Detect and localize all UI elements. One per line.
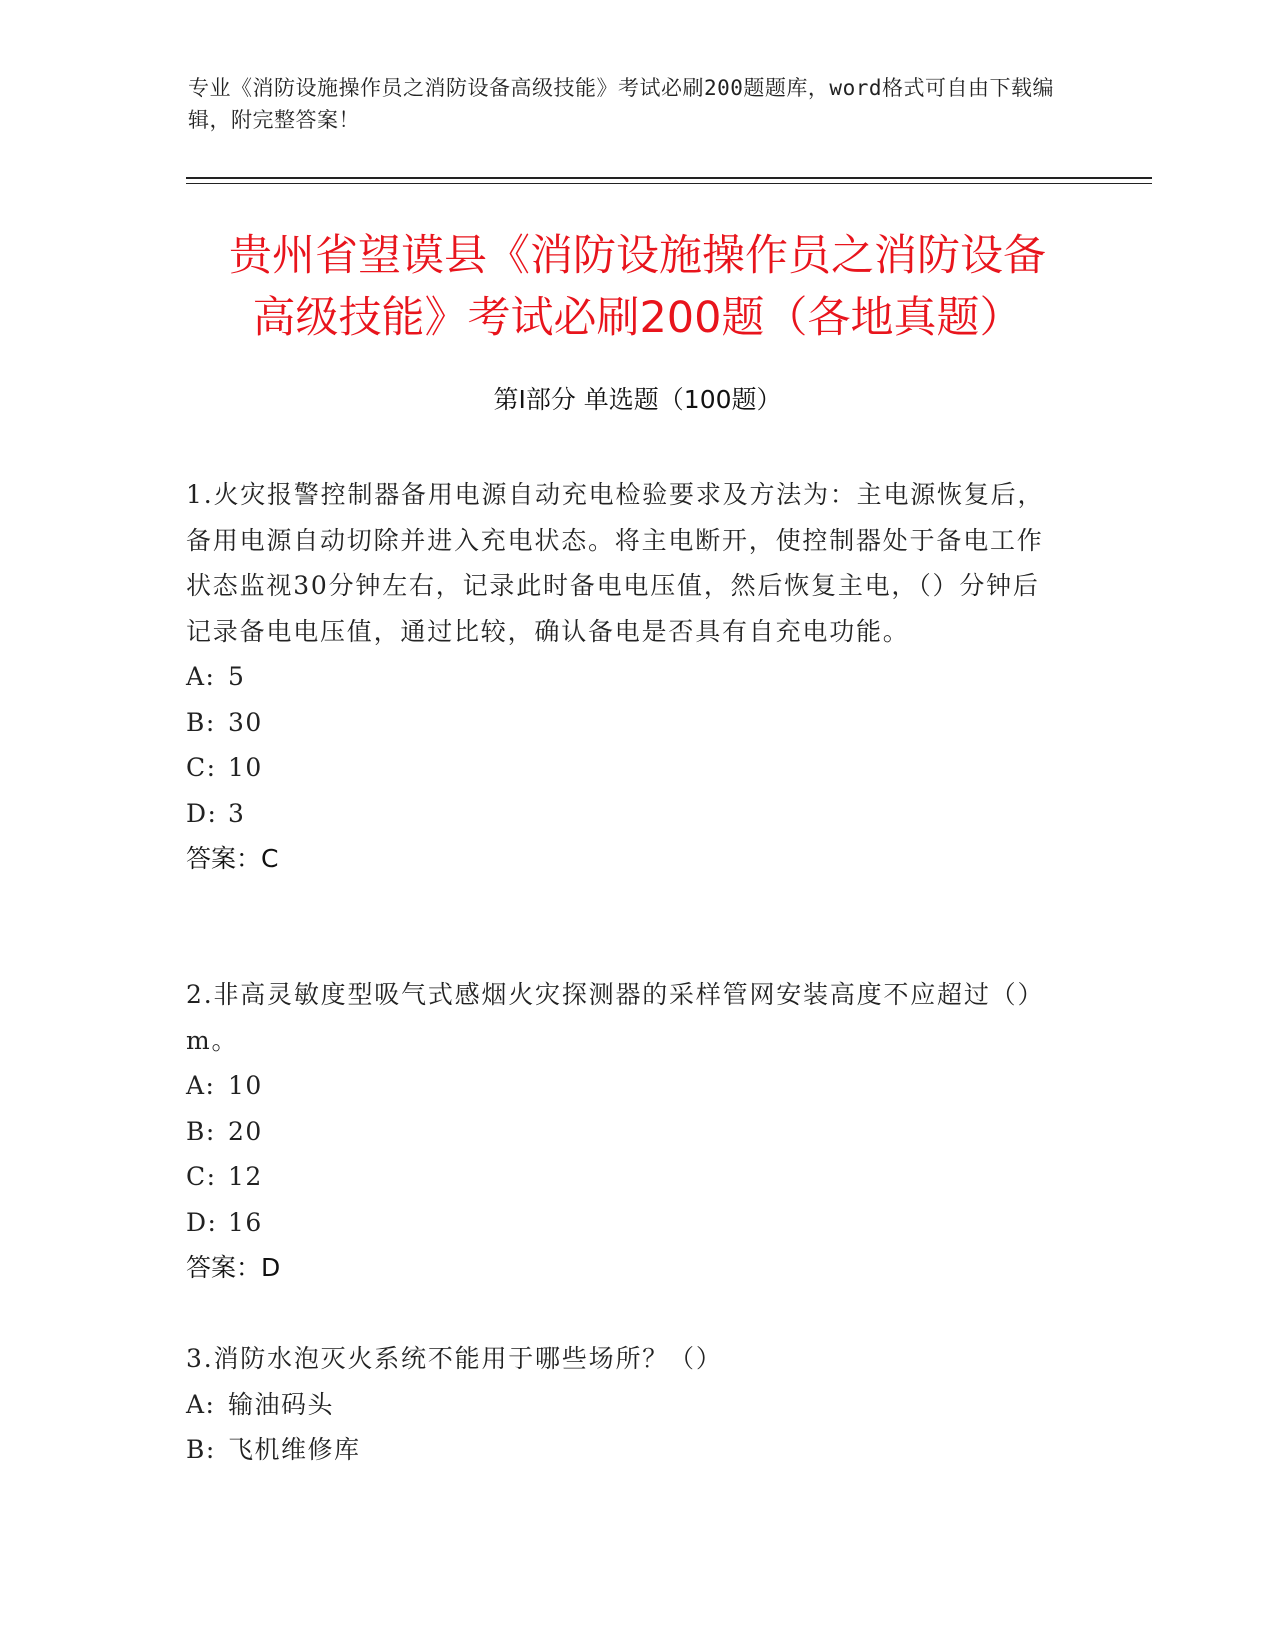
document-title: [160, 225, 1115, 349]
option-value: 5: [228, 662, 246, 691]
answer-line: 答案：C: [186, 844, 279, 873]
option-key: A:: [186, 1071, 216, 1100]
question-1: [186, 472, 1066, 882]
option-key: B:: [186, 707, 216, 737]
option-key: B:: [186, 1435, 216, 1464]
option-key: C:: [186, 1162, 217, 1191]
option-value: 12: [228, 1162, 263, 1191]
option-value: 10: [228, 1071, 263, 1100]
option-value: 飞机维修库: [228, 1435, 361, 1464]
title-line-1: 贵州省望谟县《消防设施操作员之消防设备: [229, 231, 1046, 281]
title-line-2: 高级技能》考试必刷200题（各地真题）: [252, 293, 1023, 343]
question-text: 3.消防水泡灭火系统不能用于哪些场所？（）: [186, 1344, 723, 1373]
header-note: 专业《消防设施操作员之消防设备高级技能》考试必刷200题题库，word格式可自由下载编辑，附完整答案！: [188, 76, 1054, 132]
option-a: [186, 1382, 1066, 1428]
option-b: [186, 700, 1066, 746]
header-divider-thick: [186, 177, 1152, 179]
option-key: A:: [186, 1389, 216, 1419]
question-3: [186, 1336, 1066, 1473]
option-b: [186, 1109, 1066, 1155]
answer-line: 答案：D: [186, 1253, 281, 1282]
option-a: [186, 654, 1066, 700]
option-d: [186, 1200, 1066, 1246]
option-key: D:: [186, 1207, 218, 1237]
question-text: 2.非高灵敏度型吸气式感烟火灾探测器的采样管网安装高度不应超过（）m。: [186, 980, 1045, 1055]
option-value: 输油码头: [228, 1389, 335, 1419]
option-value: 30: [228, 707, 263, 737]
option-value: 3: [228, 798, 246, 828]
option-b: [186, 1427, 1066, 1473]
option-c: [186, 745, 1066, 791]
question-2: [186, 972, 1066, 1291]
option-value: 10: [228, 753, 263, 782]
question-text: 1.火灾报警控制器备用电源自动充电检验要求及方法为：主电源恢复后，备用电源自动切除并进入充电状态。将主电断开，使控制器处于备电工作状态监视30分钟左右，记录此时备电电压值，然后恢复主电，（）分钟后记录备电电压值，通过比较，确认备电是否具有自充电功能。: [186, 480, 1045, 646]
option-value: 20: [228, 1116, 263, 1146]
option-a: [186, 1063, 1066, 1109]
section-title: 第Ⅰ部分 单选题（100题）: [493, 385, 782, 414]
option-key: B:: [186, 1116, 216, 1146]
option-key: C:: [186, 753, 217, 782]
option-value: 16: [228, 1207, 263, 1237]
header-divider-thin: [186, 183, 1152, 184]
option-c: [186, 1154, 1066, 1200]
option-key: D:: [186, 798, 218, 828]
option-key: A:: [186, 662, 216, 691]
option-d: [186, 791, 1066, 837]
